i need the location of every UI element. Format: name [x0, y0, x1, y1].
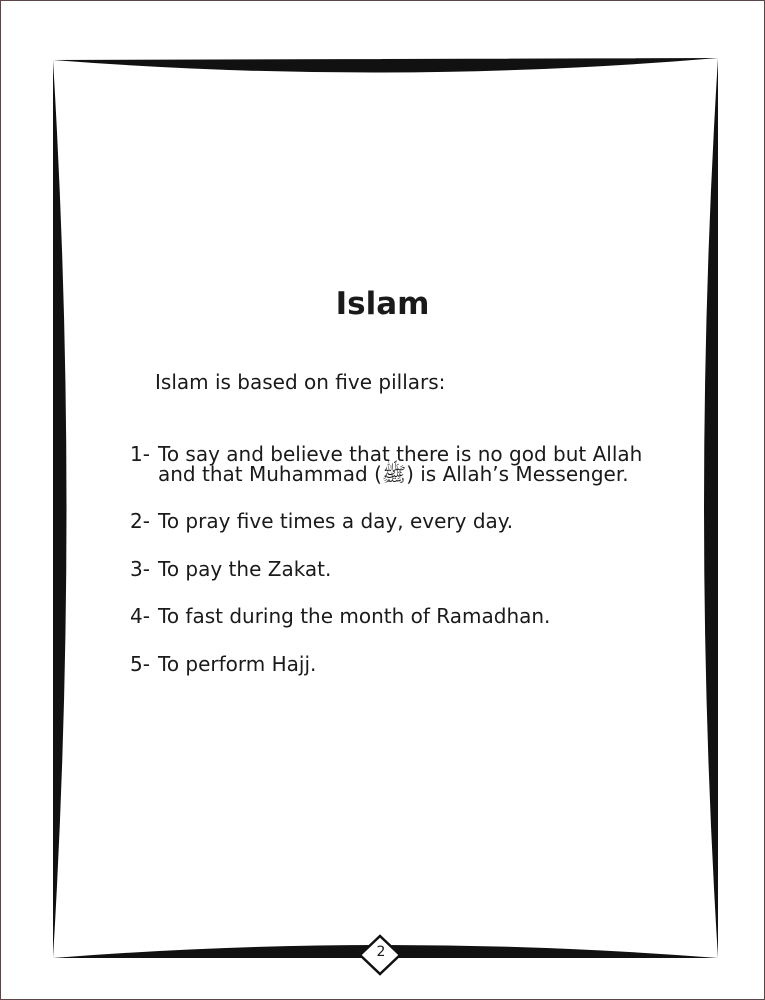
pillar-2 — [130, 509, 513, 533]
pillar-5 — [130, 652, 316, 676]
pillar-text: To pay the Zakat. — [158, 557, 332, 581]
page-number: 2 — [376, 944, 386, 960]
pillar-number: 5- — [130, 652, 150, 676]
pillar-number: 1- — [130, 442, 150, 466]
intro-text: Islam is based on five pillars: — [155, 370, 446, 394]
pillar-3 — [130, 557, 331, 581]
pillar-1-continuation: and that Muhammad (ﷺ) is Allah’s Messenger. — [158, 462, 629, 486]
pillar-text: To perform Hajj. — [158, 652, 317, 676]
pillar-number: 3- — [130, 557, 150, 581]
pillar-number: 2- — [130, 509, 150, 533]
pillar-text: To fast during the month of Ramadhan. — [158, 604, 551, 628]
pillar-4 — [130, 604, 550, 628]
pillar-text: To say and believe that there is no god but Allah — [158, 442, 643, 466]
page-title: Islam — [335, 286, 430, 322]
pillar-text: To pray five times a day, every day. — [158, 509, 514, 533]
pillar-number: 4- — [130, 604, 150, 628]
